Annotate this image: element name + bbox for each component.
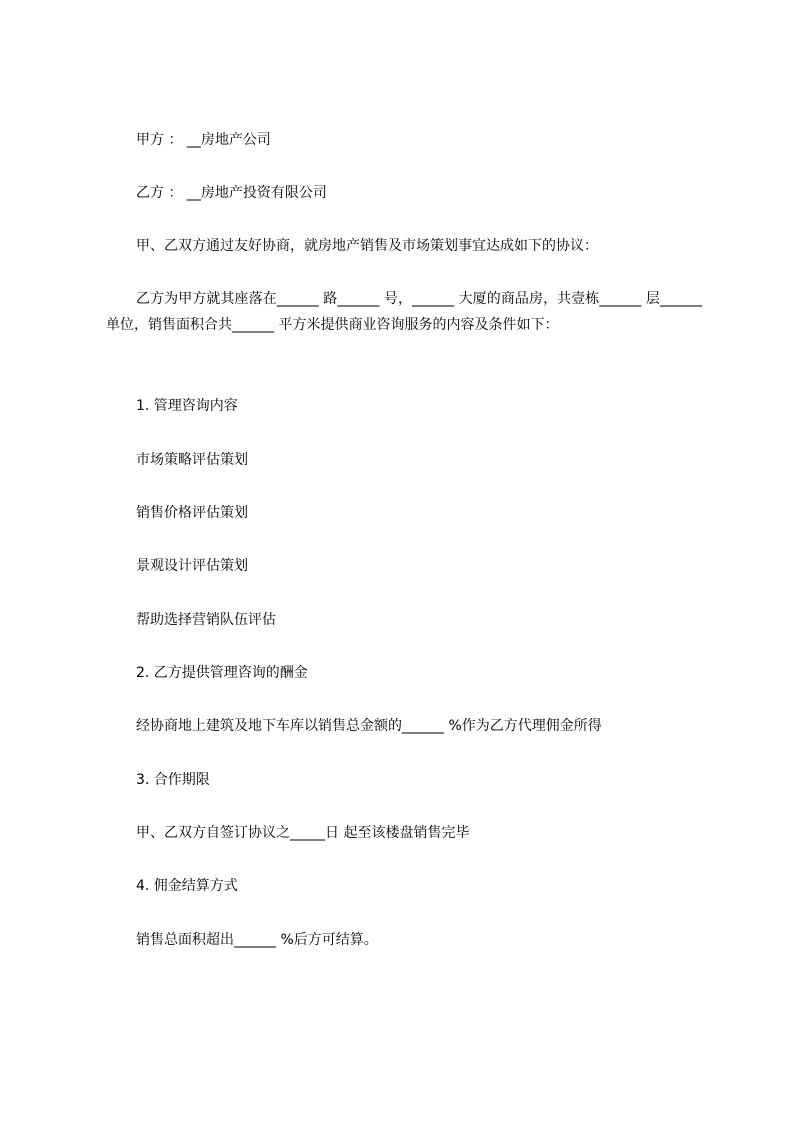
intro-paragraph: 甲、乙双方通过友好协商，就房地产销售及市场策划事宜达成如下的协议： [136,238,598,254]
list-item: 销售价格评估策划 [136,505,248,521]
list-item: 帮助选择营销队伍评估 [136,612,276,628]
section-3-text: 甲、乙双方自签订协议之_____日 起至该楼盘销售完毕 [136,825,470,841]
party-a-line: 甲方 ： __房地产公司 [136,132,271,148]
section-2-text: 经协商地上建筑及地下车库以销售总金额的______ %作为乙方代理佣金所得 [136,718,602,734]
section-2-title: 2. 乙方提供管理咨询的酬金 [136,665,308,681]
party-b-line: 乙方 ： __房地产投资有限公司 [136,185,327,201]
list-item: 景观设计评估策划 [136,558,248,574]
list-item: 市场策略评估策划 [136,452,248,468]
section-3-title: 3. 合作期限 [136,772,210,788]
section-4-title: 4. 佣金结算方式 [136,878,238,894]
section-4-text: 销售总面积超出______ %后方可结算。 [136,932,378,948]
premise-paragraph: 乙方为甲方就其座落在______ 路______ 号，______ 大厦的商品房，共壹栋______ 层______单位，销售面积合共______ 平方米提供商业咨询服务的内容及条件如下： [106,291,702,333]
section-1-title: 1. 管理咨询内容 [136,398,238,414]
